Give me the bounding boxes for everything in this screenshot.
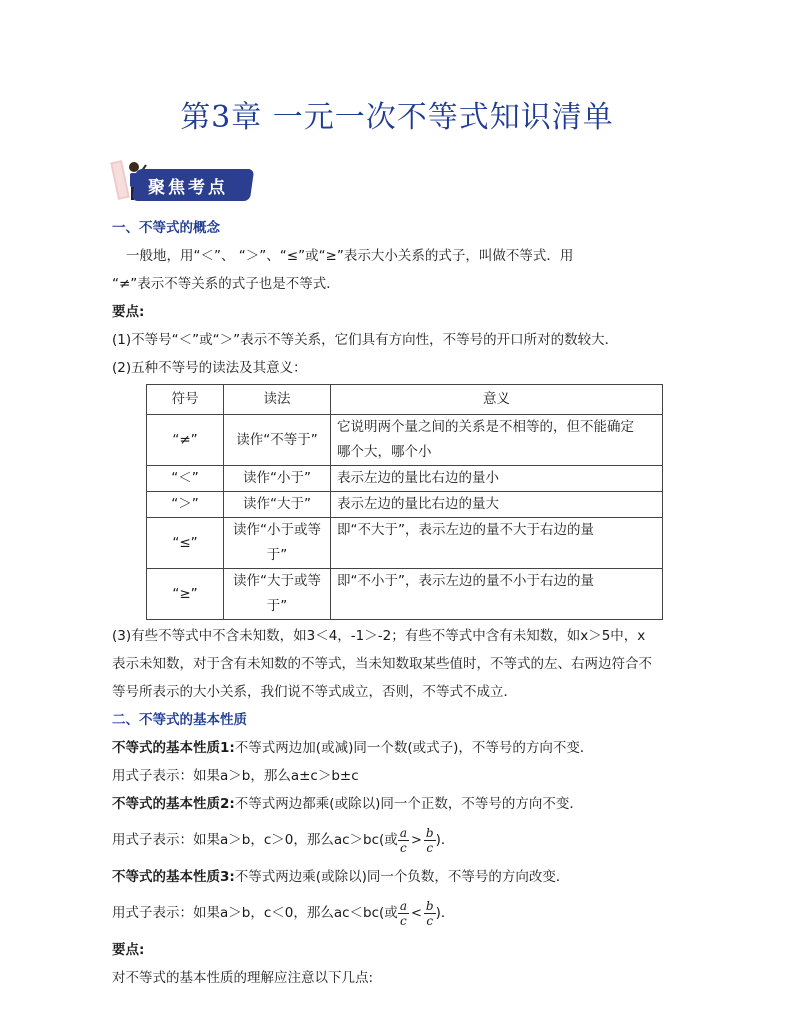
closing-line: 对不等式的基本性质的理解应注意以下几点: — [112, 970, 374, 986]
paragraph-point-3-line: 等号所表示的大小关系，我们说不等式成立，否则，不等式不成立． — [112, 684, 517, 700]
key-point-2: (2)五种不等号的读法及其意义： — [112, 360, 307, 376]
table-header: 意义 — [331, 385, 663, 415]
property-3-expression-text: 用式子表示：如果a＞b，c＜0，那么ac＜bc(或 — [112, 905, 398, 921]
relation-symbol: < — [410, 906, 422, 921]
symbol-cell: “≥” — [147, 569, 224, 620]
table-header-row — [147, 385, 663, 415]
paragraph-definition-2: “≠”表示不等关系的式子也是不等式． — [112, 276, 340, 292]
property-1-text: 不等式两边加(或减)同一个数(或式子)，不等号的方向不变． — [234, 740, 594, 756]
property-1-label: 不等式的基本性质1: — [112, 740, 235, 756]
reading-cell: 读作“小于” — [224, 466, 331, 492]
section-heading-2: 二、不等式的基本性质 — [112, 712, 247, 728]
denominator: c — [400, 913, 407, 928]
paragraph-definition-1: 一般地，用“＜”、 “＞”、“≤”或“≥”表示大小关系的式子，叫做不等式．用 — [126, 248, 574, 264]
fraction-b-over-c — [424, 899, 436, 928]
paragraph-point-3-line: 表示未知数，对于含有未知数的不等式，当未知数取某些值时，不等式的左、右两边符合不 — [112, 656, 652, 672]
property-2 — [112, 790, 684, 818]
meaning-cell: 表示左边的量比右边的量大 — [331, 492, 663, 518]
expression-close: )． — [435, 832, 455, 848]
reading-line: 于” — [266, 547, 288, 563]
property-3 — [112, 863, 684, 891]
table-row — [147, 569, 663, 620]
relation-symbol: > — [410, 833, 422, 848]
key-points-label: 要点: — [112, 304, 145, 320]
numerator: a — [399, 898, 407, 913]
symbol-cell: “＜” — [147, 466, 224, 492]
property-2-label: 不等式的基本性质2: — [112, 796, 235, 812]
document-body — [112, 214, 684, 992]
property-3-label: 不等式的基本性质3: — [112, 869, 235, 885]
meaning-cell — [331, 415, 663, 466]
meaning-cell: 表示左边的量比右边的量小 — [331, 466, 663, 492]
section-heading-1: 一、不等式的概念 — [112, 220, 220, 236]
reading-cell — [224, 569, 331, 620]
table-row — [147, 518, 663, 569]
key-point-1: (1)不等号“＜”或“＞”表示不等关系，它们具有方向性，不等号的开口所对的数较大． — [112, 332, 619, 348]
property-2-expression — [112, 818, 684, 863]
reading-cell: 读作“不等于” — [224, 415, 331, 466]
denominator: c — [426, 840, 434, 855]
symbol-cell: “≤” — [147, 518, 224, 569]
numerator: b — [425, 898, 434, 913]
section-badge — [110, 155, 260, 207]
meaning-cell: 即“不大于”，表示左边的量不大于右边的量 — [331, 518, 663, 569]
page-title: 第3章 一元一次不等式知识清单 — [180, 100, 614, 135]
reading-cell: 读作“大于” — [224, 492, 331, 518]
table-header: 读法 — [224, 385, 331, 415]
numerator: b — [425, 825, 434, 840]
reading-line: 于” — [266, 598, 288, 614]
denominator: c — [426, 913, 434, 928]
reading-line: 读作“小于或等 — [233, 522, 321, 538]
table-row — [147, 492, 663, 518]
fraction-b-over-c — [424, 826, 436, 855]
table-row — [147, 415, 663, 466]
key-points-label-2: 要点: — [112, 942, 145, 958]
symbol-cell: “≠” — [147, 415, 224, 466]
denominator: c — [400, 840, 407, 855]
paragraph-point-3-line: (3)有些不等式中不含未知数，如3＜4，-1＞-2；有些不等式中含有未知数，如x＞5中，x — [112, 628, 646, 644]
property-2-expression-text: 用式子表示：如果a＞b，c＞0，那么ac＞bc(或 — [112, 832, 398, 848]
fraction-a-over-c — [398, 826, 409, 855]
property-2-text: 不等式两边都乘(或除以)同一个正数，不等号的方向不变． — [234, 796, 583, 812]
badge-label: 聚焦考点 — [148, 178, 228, 198]
table-header: 符号 — [147, 385, 224, 415]
table-row — [147, 466, 663, 492]
expression-close: )． — [435, 905, 455, 921]
inequality-symbols-table — [146, 384, 663, 620]
numerator: a — [399, 825, 407, 840]
reading-cell — [224, 518, 331, 569]
property-1-expression: 用式子表示：如果a＞b，那么a±c＞b±c — [112, 768, 359, 784]
property-3-text: 不等式两边乘(或除以)同一个负数，不等号的方向改变． — [234, 869, 570, 885]
reading-line: 读作“大于或等 — [233, 573, 321, 589]
symbol-cell: “＞” — [147, 492, 224, 518]
property-3-expression — [112, 891, 684, 936]
property-1 — [112, 734, 684, 762]
meaning-cell: 即“不小于”，表示左边的量不小于右边的量 — [331, 569, 663, 620]
meaning-line: 它说明两个量之间的关系是不相等的，但不能确定 — [337, 419, 634, 435]
fraction-a-over-c — [398, 899, 409, 928]
meaning-line: 哪个大，哪个小 — [337, 444, 432, 460]
